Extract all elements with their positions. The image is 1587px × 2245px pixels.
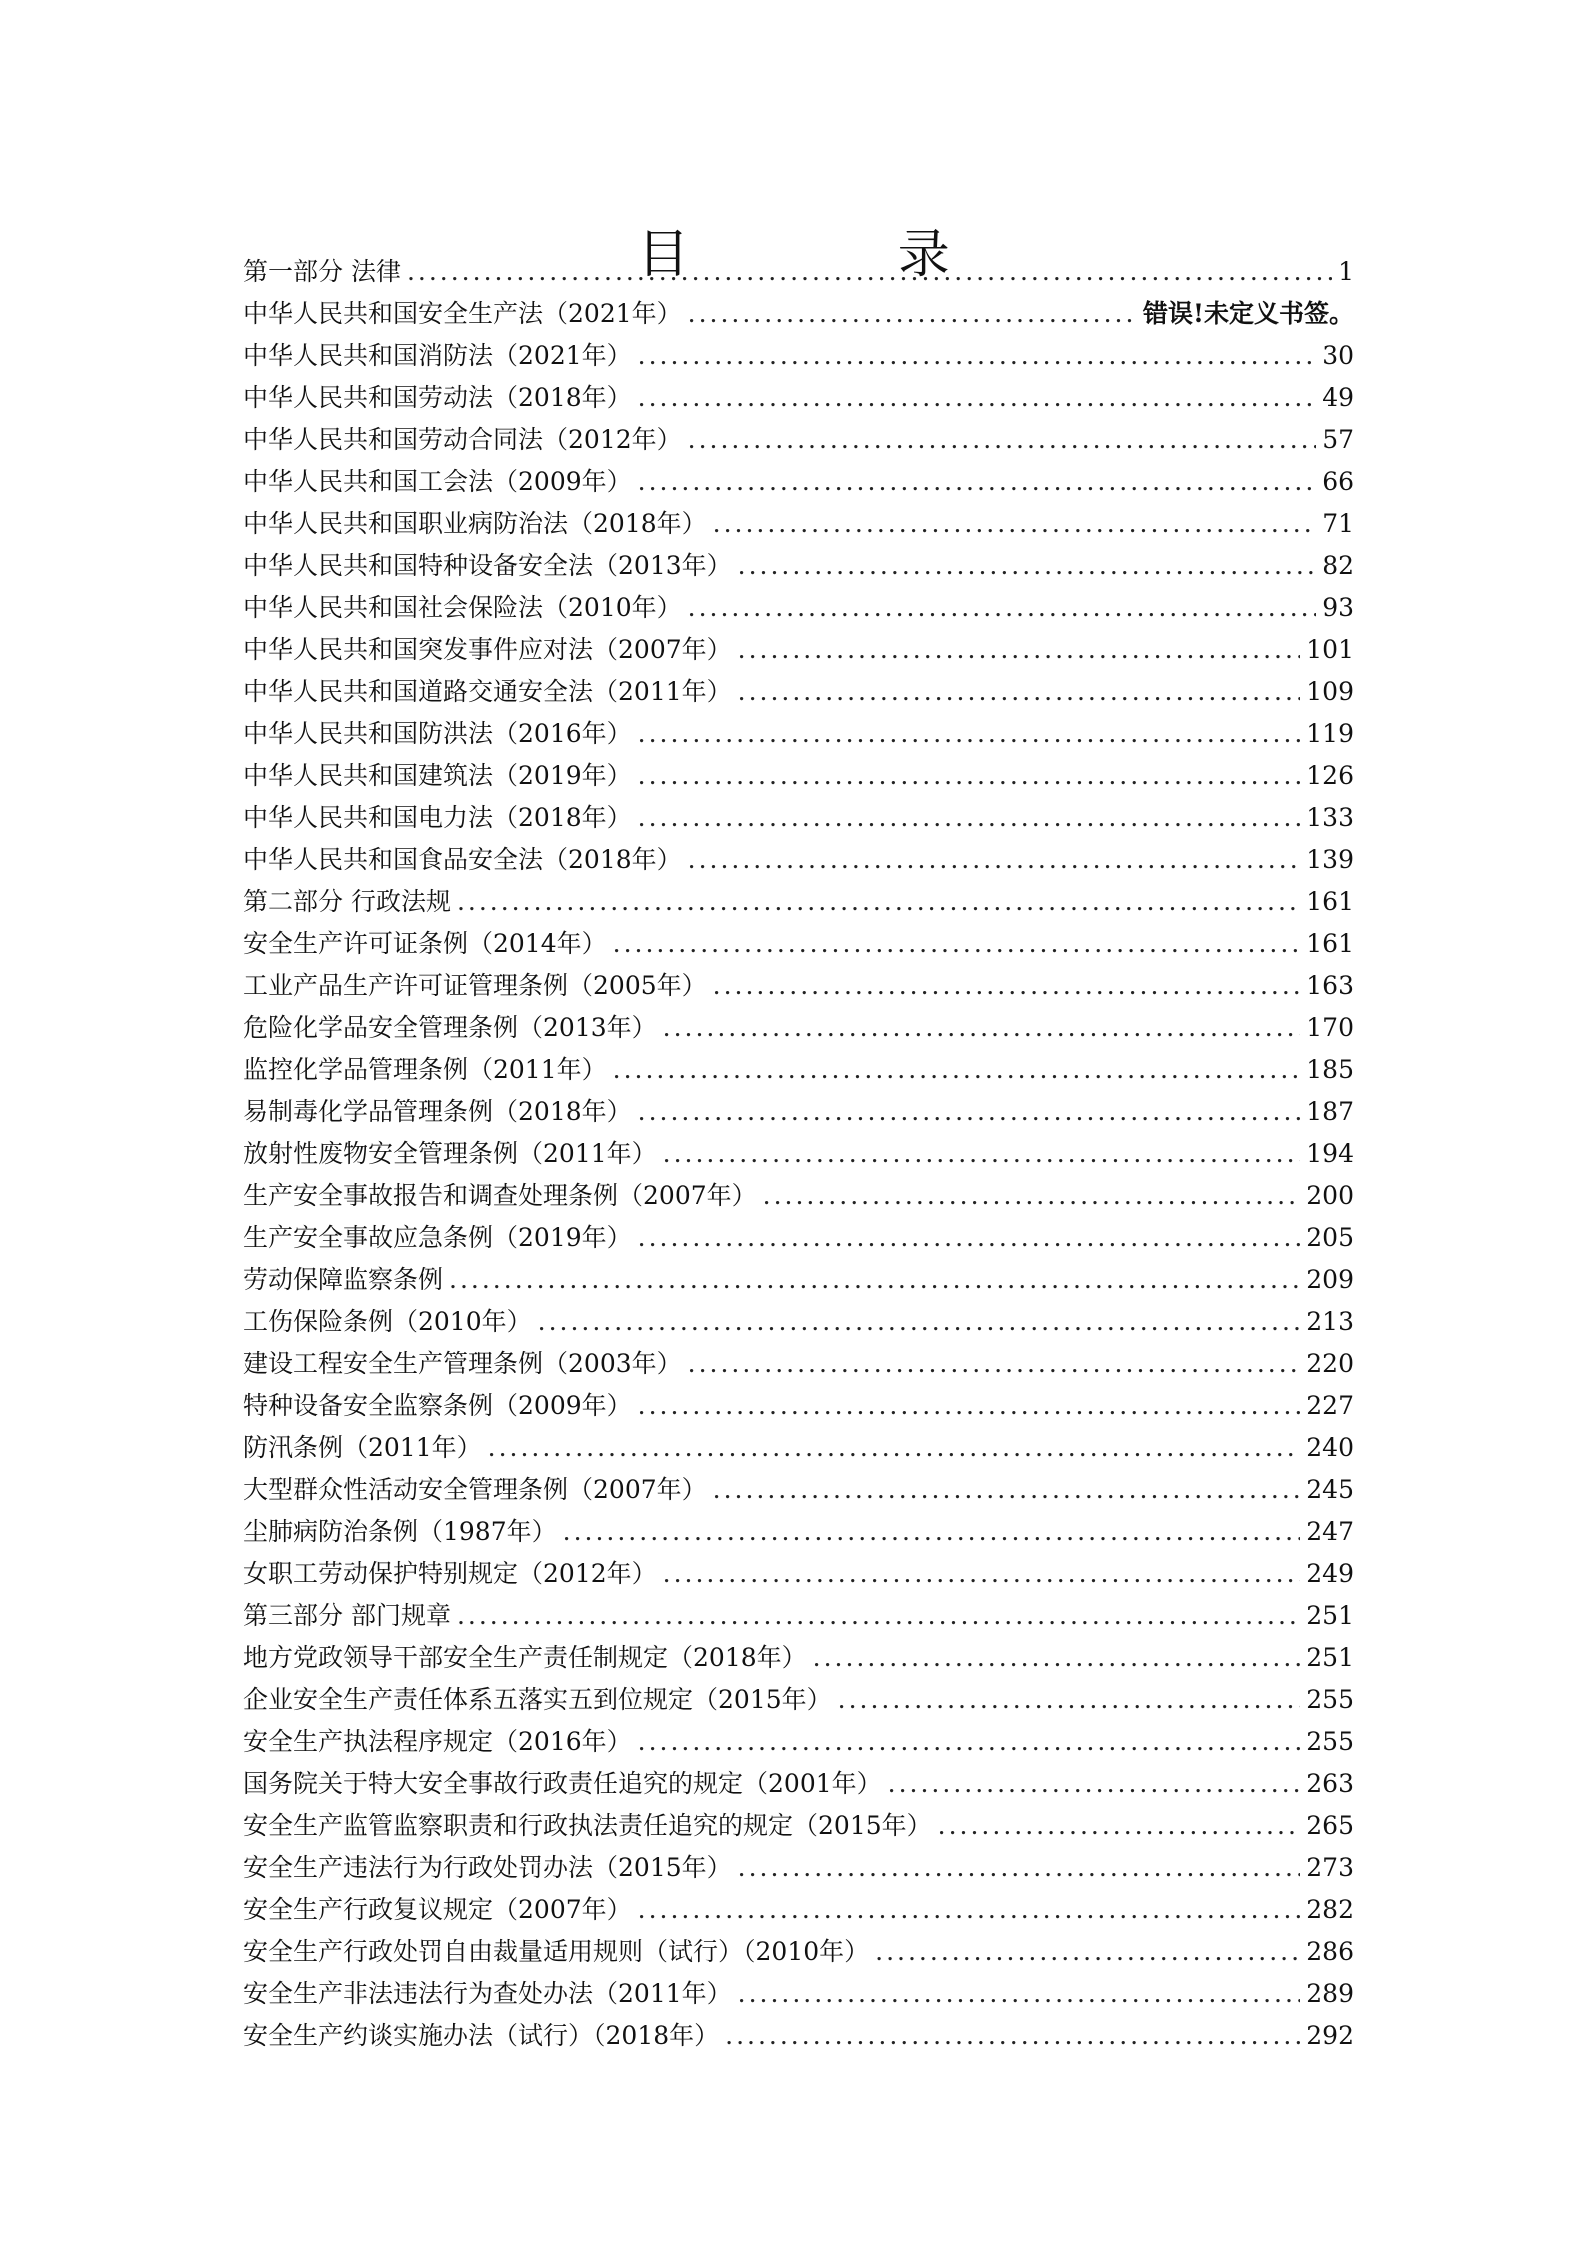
dot-leader [407,251,1332,293]
toc-entry-label: 危险化学品安全管理条例（2013年） [243,1013,657,1042]
toc-entry-page-number: 93 [1322,593,1354,622]
toc-entry[interactable] [243,1889,1354,1931]
dot-leader [538,1301,1301,1343]
toc-entry[interactable] [243,335,1354,377]
toc-entry[interactable] [243,1721,1354,1763]
dot-leader [457,881,1300,923]
toc-entry-page-number: 213 [1306,1307,1354,1336]
toc-entry[interactable] [243,797,1354,839]
toc-entry-page-number: 161 [1306,887,1354,916]
toc-entry-label: 工伤保险条例（2010年） [243,1307,532,1336]
toc-entry[interactable] [243,1385,1354,1427]
toc-entry[interactable] [243,545,1354,587]
toc-entry-page-number: 240 [1306,1433,1354,1462]
toc-entry-label: 特种设备安全监察条例（2009年） [243,1391,632,1420]
toc-entry-page-number: 错误!未定义书签。 [1143,299,1354,328]
toc-entry-label: 劳动保障监察条例 [243,1265,444,1294]
dot-leader [638,377,1317,419]
toc-entry-page-number: 255 [1306,1727,1354,1756]
toc-entry[interactable] [243,377,1354,419]
dot-leader [663,1553,1301,1595]
toc-entry-page-number: 251 [1306,1643,1354,1672]
toc-entry[interactable] [243,1805,1354,1847]
toc-entry[interactable] [243,293,1354,335]
toc-entry[interactable] [243,503,1354,545]
toc-entry[interactable] [243,1553,1354,1595]
toc-entry-page-number: 227 [1306,1391,1354,1420]
toc-entry-label: 生产安全事故应急条例（2019年） [243,1223,632,1252]
dot-leader [938,1805,1301,1847]
dot-leader [613,923,1301,965]
dot-leader [449,1259,1300,1301]
toc-entry[interactable] [243,1427,1354,1469]
toc-entry[interactable] [243,461,1354,503]
toc-entry-label: 中华人民共和国道路交通安全法（2011年） [243,677,732,706]
toc-entry[interactable] [243,587,1354,629]
toc-entry[interactable] [243,1511,1354,1553]
toc-entry-page-number: 289 [1306,1979,1354,2008]
toc-entry-page-number: 249 [1306,1559,1354,1588]
dot-leader [738,545,1317,587]
toc-entry-label: 地方党政领导干部安全生产责任制规定（2018年） [243,1643,807,1672]
toc-entry-label: 中华人民共和国劳动法（2018年） [243,383,632,412]
dot-leader [663,1133,1301,1175]
toc-entry-label: 中华人民共和国食品安全法（2018年） [243,845,682,874]
toc-entry[interactable] [243,1217,1354,1259]
toc-entry[interactable] [243,1847,1354,1889]
page-title: 目 录 [637,224,1046,285]
dot-leader [875,1931,1300,1973]
toc-entry[interactable] [243,1637,1354,1679]
toc-entry-page-number: 161 [1306,929,1354,958]
dot-leader [688,419,1317,461]
dot-leader [638,461,1317,503]
toc-entry[interactable] [243,755,1354,797]
toc-entry-page-number: 82 [1322,551,1354,580]
toc-entry-label: 中华人民共和国社会保险法（2010年） [243,593,682,622]
dot-leader [738,1847,1301,1889]
toc-entry-label: 企业安全生产责任体系五落实五到位规定（2015年） [243,1685,832,1714]
dot-leader [663,1007,1301,1049]
toc-entry-page-number: 126 [1306,761,1354,790]
toc-entry-page-number: 187 [1306,1097,1354,1126]
toc-entry[interactable] [243,1973,1354,2015]
toc-entry[interactable] [243,839,1354,881]
toc-entry-page-number: 1 [1338,257,1354,286]
dot-leader [638,1091,1301,1133]
toc-entry-page-number: 49 [1322,383,1354,412]
toc-entry-label: 安全生产违法行为行政处罚办法（2015年） [243,1853,732,1882]
dot-leader [738,629,1301,671]
toc-entry[interactable] [243,1259,1354,1301]
toc-entry[interactable] [243,1091,1354,1133]
toc-entry[interactable] [243,671,1354,713]
toc-entry-label: 放射性废物安全管理条例（2011年） [243,1139,657,1168]
toc-entry-page-number: 139 [1306,845,1354,874]
toc-entry[interactable] [243,1595,1354,1637]
dot-leader [688,587,1317,629]
toc-entry[interactable] [243,1301,1354,1343]
toc-entry-label: 建设工程安全生产管理条例（2003年） [243,1349,682,1378]
dot-leader [638,797,1301,839]
toc-entry[interactable] [243,251,1354,293]
toc-entry-page-number: 170 [1306,1013,1354,1042]
dot-leader [813,1637,1301,1679]
dot-leader [688,1343,1301,1385]
toc-entry-label: 第一部分 法律 [243,257,401,286]
toc-entry-label: 安全生产许可证条例（2014年） [243,929,607,958]
toc-entry-label: 中华人民共和国建筑法（2019年） [243,761,632,790]
toc-entry-page-number: 273 [1306,1853,1354,1882]
toc-entry-page-number: 263 [1306,1769,1354,1798]
dot-leader [725,2015,1300,2057]
dot-leader [688,293,1137,335]
dot-leader [638,335,1317,377]
toc-entry-label: 安全生产非法违法行为查处办法（2011年） [243,1979,732,2008]
toc-entry-page-number: 286 [1306,1937,1354,1966]
toc-entry-label: 安全生产执法程序规定（2016年） [243,1727,632,1756]
toc-entry[interactable] [243,1469,1354,1511]
toc-entry[interactable] [243,1133,1354,1175]
toc-entry-label: 中华人民共和国职业病防治法（2018年） [243,509,707,538]
dot-leader [638,713,1301,755]
dot-leader [638,755,1301,797]
toc-entry-label: 监控化学品管理条例（2011年） [243,1055,607,1084]
toc-entry-page-number: 66 [1322,467,1354,496]
toc-entry-page-number: 200 [1306,1181,1354,1210]
toc-entry[interactable] [243,419,1354,461]
dot-leader [888,1763,1301,1805]
toc-entry[interactable] [243,629,1354,671]
dot-leader [738,1973,1301,2015]
dot-leader [563,1511,1301,1553]
toc-entry-label: 第二部分 行政法规 [243,887,451,916]
toc-entry-label: 生产安全事故报告和调查处理条例（2007年） [243,1181,757,1210]
toc-entry-page-number: 163 [1306,971,1354,1000]
table-of-contents [243,251,1354,2057]
toc-entry-page-number: 71 [1322,509,1354,538]
toc-entry-page-number: 255 [1306,1685,1354,1714]
toc-entry-label: 工业产品生产许可证管理条例（2005年） [243,971,707,1000]
toc-entry-label: 防汛条例（2011年） [243,1433,482,1462]
toc-entry-page-number: 209 [1306,1265,1354,1294]
toc-entry-page-number: 245 [1306,1475,1354,1504]
toc-entry-label: 中华人民共和国工会法（2009年） [243,467,632,496]
toc-entry-page-number: 119 [1306,719,1354,748]
toc-entry[interactable] [243,713,1354,755]
toc-entry-page-number: 30 [1322,341,1354,370]
toc-entry-label: 女职工劳动保护特别规定（2012年） [243,1559,657,1588]
toc-entry-label: 安全生产约谈实施办法（试行）（2018年） [243,2021,720,2050]
dot-leader [488,1427,1301,1469]
toc-entry-page-number: 220 [1306,1349,1354,1378]
toc-entry-label: 中华人民共和国突发事件应对法（2007年） [243,635,732,664]
toc-entry[interactable] [243,1931,1354,1973]
dot-leader [613,1049,1301,1091]
dot-leader [688,839,1301,881]
toc-entry-page-number: 185 [1306,1055,1354,1084]
dot-leader [713,503,1317,545]
toc-entry-label: 中华人民共和国消防法（2021年） [243,341,632,370]
toc-entry[interactable] [243,1175,1354,1217]
toc-entry-label: 安全生产监管监察职责和行政执法责任追究的规定（2015年） [243,1811,932,1840]
toc-entry-label: 易制毒化学品管理条例（2018年） [243,1097,632,1126]
toc-entry[interactable] [243,881,1354,923]
dot-leader [638,1385,1301,1427]
toc-entry[interactable] [243,1679,1354,1721]
toc-entry-page-number: 282 [1306,1895,1354,1924]
toc-entry-page-number: 292 [1306,2021,1354,2050]
dot-leader [738,671,1301,713]
toc-entry-label: 中华人民共和国安全生产法（2021年） [243,299,682,328]
toc-entry-label: 安全生产行政复议规定（2007年） [243,1895,632,1924]
toc-entry-label: 安全生产行政处罚自由裁量适用规则（试行）（2010年） [243,1937,870,1966]
dot-leader [638,1217,1301,1259]
toc-entry-label: 尘肺病防治条例（1987年） [243,1517,557,1546]
dot-leader [838,1679,1301,1721]
dot-leader [713,965,1301,1007]
toc-entry[interactable] [243,1343,1354,1385]
toc-entry-page-number: 101 [1306,635,1354,664]
toc-entry[interactable] [243,1007,1354,1049]
dot-leader [763,1175,1301,1217]
toc-entry[interactable] [243,923,1354,965]
toc-entry-label: 国务院关于特大安全事故行政责任追究的规定（2001年） [243,1769,882,1798]
toc-entry-label: 第三部分 部门规章 [243,1601,451,1630]
toc-entry-page-number: 251 [1306,1601,1354,1630]
toc-entry-page-number: 194 [1306,1139,1354,1168]
toc-entry-page-number: 265 [1306,1811,1354,1840]
dot-leader [638,1721,1301,1763]
toc-entry[interactable] [243,965,1354,1007]
toc-entry-label: 中华人民共和国特种设备安全法（2013年） [243,551,732,580]
toc-entry-label: 中华人民共和国电力法（2018年） [243,803,632,832]
toc-entry[interactable] [243,2015,1354,2057]
toc-entry-label: 中华人民共和国劳动合同法（2012年） [243,425,682,454]
toc-entry-page-number: 57 [1322,425,1354,454]
toc-entry-page-number: 133 [1306,803,1354,832]
toc-entry-page-number: 109 [1306,677,1354,706]
toc-entry-page-number: 247 [1306,1517,1354,1546]
dot-leader [638,1889,1301,1931]
toc-entry-page-number: 205 [1306,1223,1354,1252]
toc-entry[interactable] [243,1763,1354,1805]
dot-leader [457,1595,1300,1637]
dot-leader [713,1469,1301,1511]
toc-entry-label: 大型群众性活动安全管理条例（2007年） [243,1475,707,1504]
toc-entry-label: 中华人民共和国防洪法（2016年） [243,719,632,748]
toc-entry[interactable] [243,1049,1354,1091]
